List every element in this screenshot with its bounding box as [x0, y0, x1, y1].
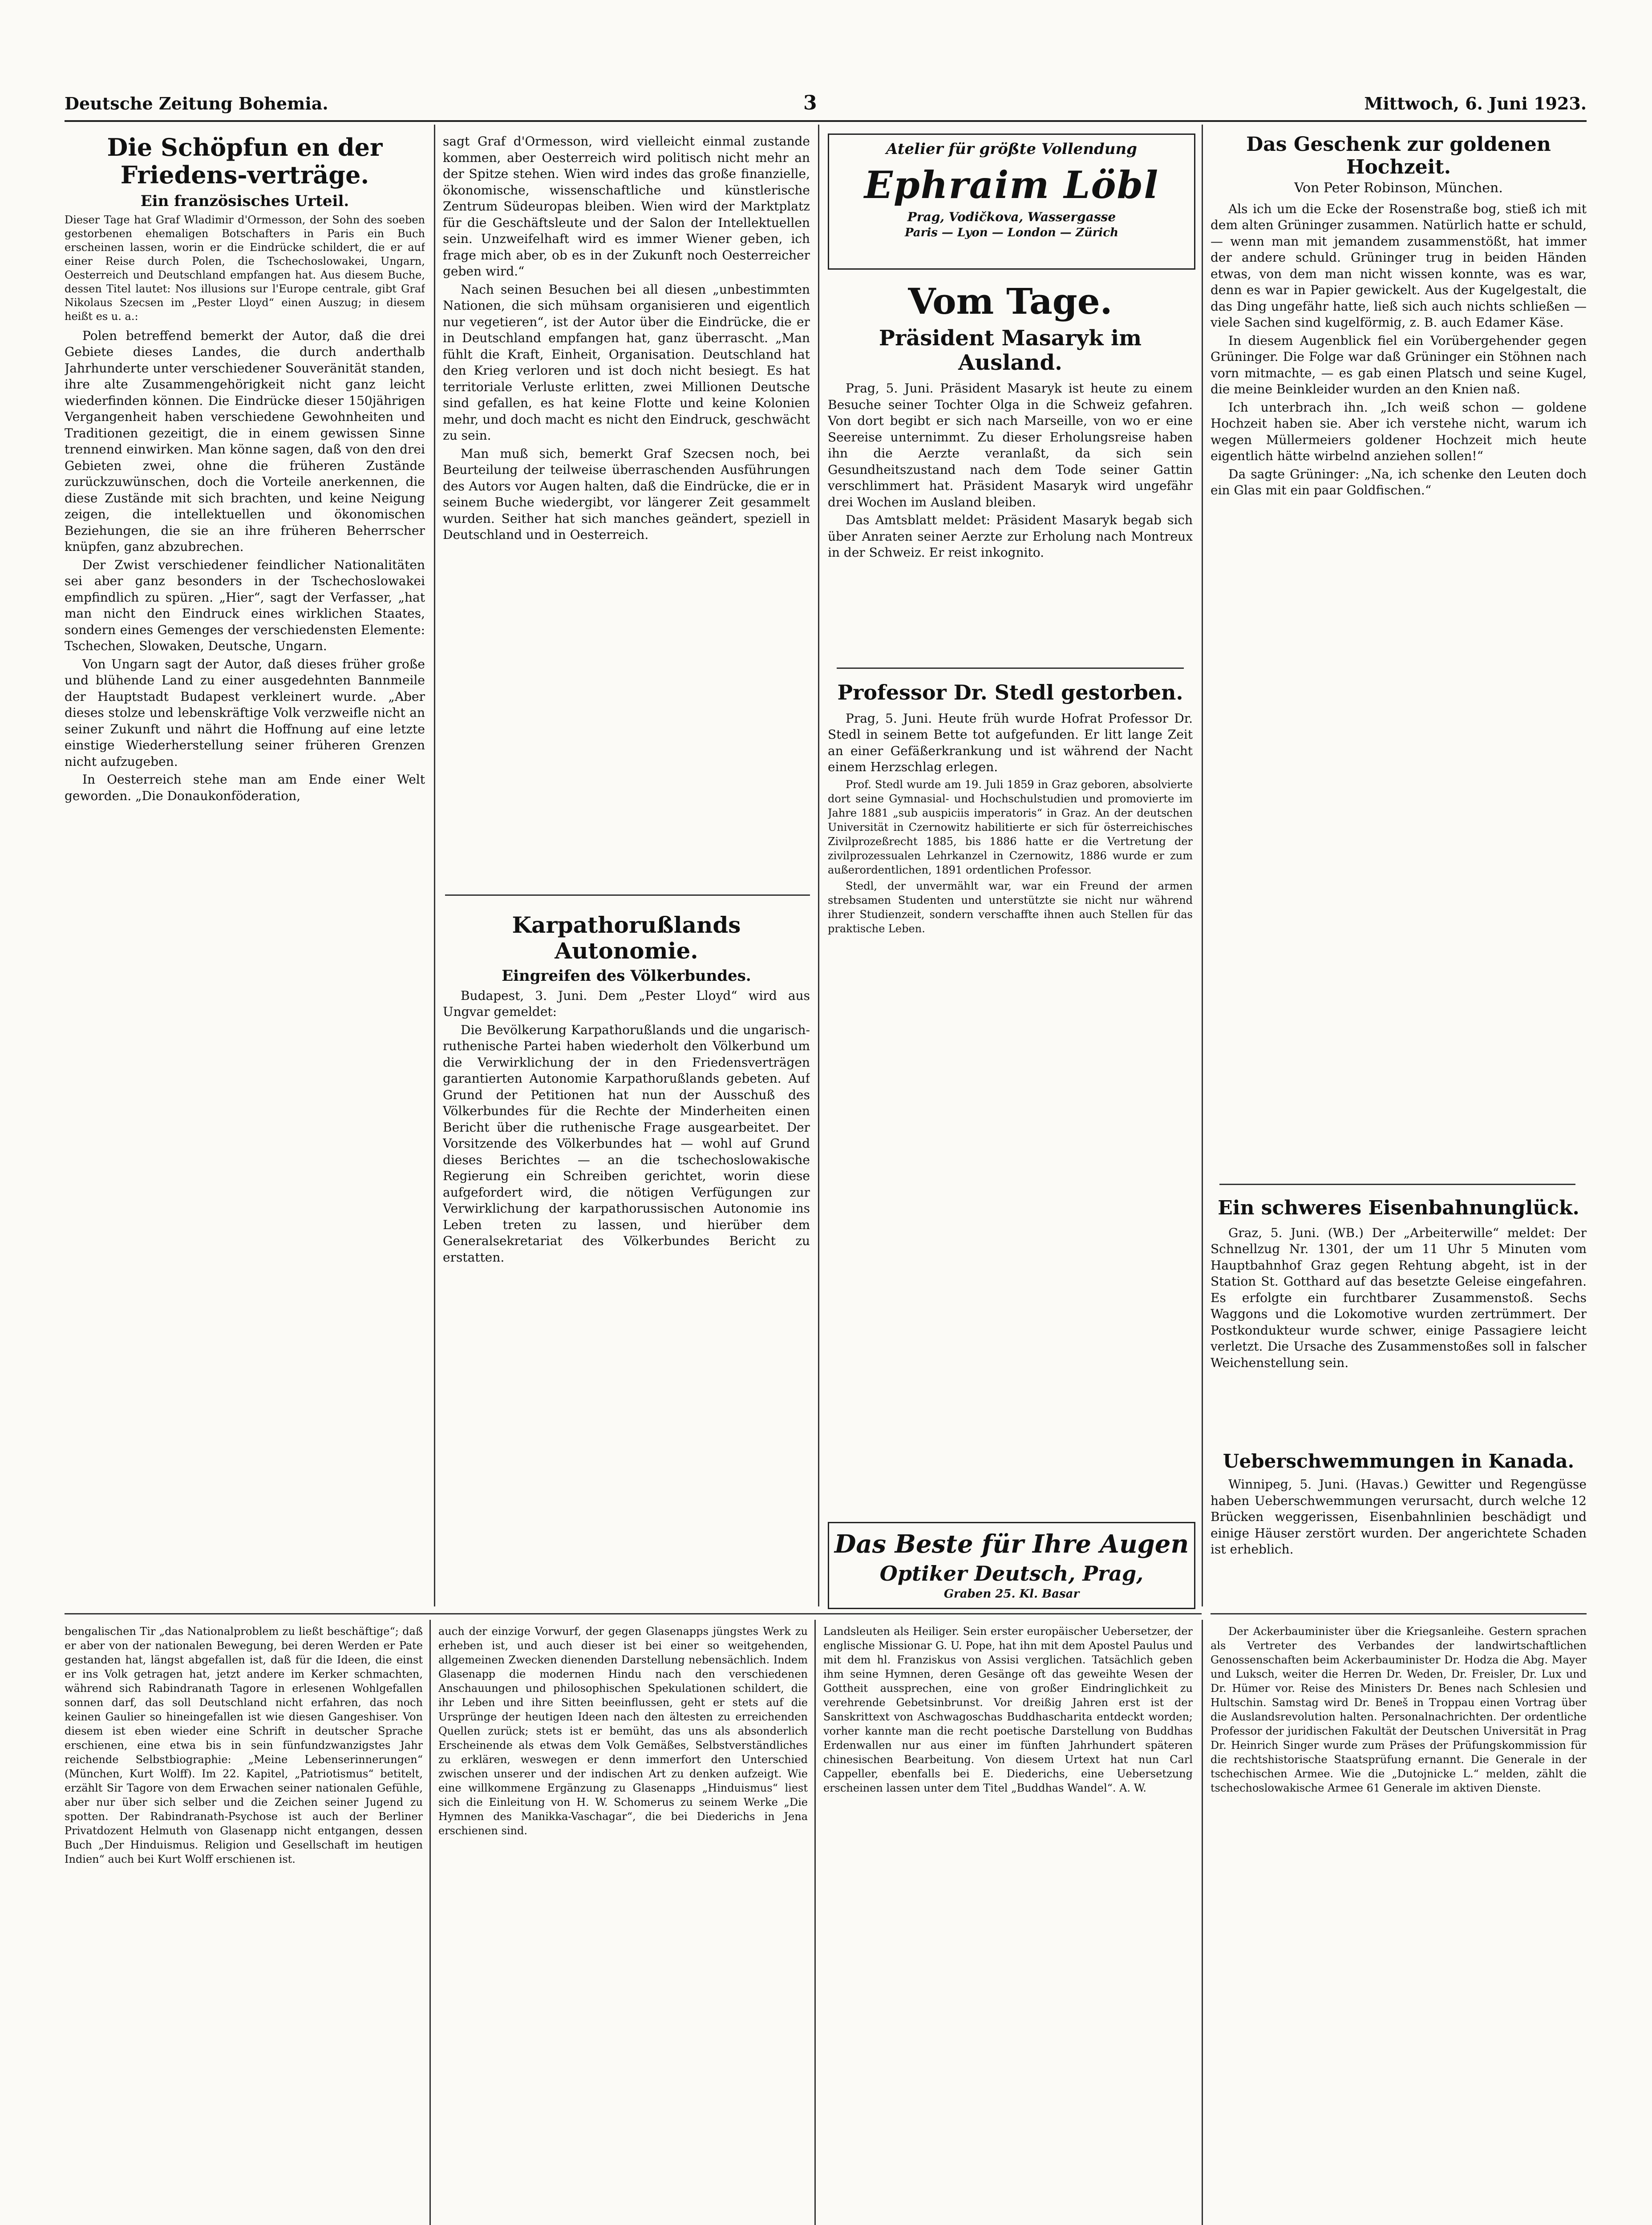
paragraph: Nach seinen Besuchen bei all diesen „unbestimmten Nationen, die sich mühsam organisieren und eigentlich nur vegetieren“, ist der Autor über die Eindrücke, die er in Deutschland empfangen hat, ganz überrascht. „Man fühlt die Kraft, Einheit, Organisation. Deutschland hat den Krieg verloren und ist doch nicht besiegt. Es hat territoriale Verluste erlitten, zwei Millionen Deutsche sind gefallen, es hat keine Flotte und keine Kolonien mehr, und doch macht es nicht den Eindruck, geschwächt zu sein. — [443, 282, 810, 443]
paragraph: Winnipeg, 5. Juni. (Havas.) Gewitter und Regengüsse haben Ueberschwemmungen verursacht, durch welche 12 Brücken weggerissen, Eisenbahnlinien beschädigt und einige Häuser zerstört wurden. Der angerichtete Schaden ist erheblich. — [1211, 1477, 1587, 1557]
article-title: Professor Dr. Stedl gestorben. — [837, 680, 1183, 704]
horizontal-rule — [1219, 1184, 1575, 1185]
paragraph: Von Ungarn sagt der Autor, daß dieses früher große und blühende Land zu einer ausgedehnten Bannmeile der Hauptstadt Budapest verkleinert wurde. „Aber dieses stolze und lebenskräftige Volk verzweifle nicht an seiner Zukunft und nährt die Hoffnung auf eine letzte einstige Wiederherstellung seiner früheren Grenzen nicht aufzugeben. — [65, 656, 425, 769]
paragraph: bengalischen Tir „das Nationalproblem zu ließt beschäftige“; daß er aber von der nationalen Bewegung, bei deren Werden er Pate gestanden hat, längst abgefallen ist, daß für die Ideen, die einst er ins Volk getragen hat, jetzt andere im Kerker schmachten, während sich Rabindranath Tagore in erlesenen Wohlgefallen sonnen darf, das soll Deutschland nicht erfahren, das noch keinen Gaulier so hineingefallen ist wie diesen Gangeshiser. Von diesem ist eben wieder eine Schrift in deutscher Sprache erschienen, eine etwa bis in sein fünfundzwanzigstes Jahr reichende Selbstbiographie: „Meine Lebenserinnerungen“ (München, Kurt Wolff). Im 22. Kapitel, „Patriotismus“ betitelt, erzählt Sir Tagore von dem Erwachen seiner nationalen Gefühle, aber nur über sich selber und die Zeichen seiner Jugend zu spotten. Der Rabindranath-Psychose ist auch der Berliner Privatdozent Helmuth von Glasenapp nicht entgangen, dessen Buch „Der Hinduismus. Religion und Gesellschaft im heutigen Indien“ auch bei Kurt Wolff erschienen ist. — [65, 1625, 423, 1865]
horizontal-rule — [1211, 1613, 1587, 1614]
paragraph: Prag, 5. Juni. Heute früh wurde Hofrat Professor Dr. Stedl in seinem Bette tot aufgefunden. Er litt lange Zeit an einer Gefäßerkrankung und ist während der Nacht einem Herzschlag erlegen. — [828, 711, 1193, 775]
article-eisenbahnunglueck — [1211, 1197, 1587, 1455]
horizontal-rule — [445, 894, 810, 896]
article-karpathorussland — [443, 912, 810, 1606]
paragraph: Prof. Stedl wurde am 19. Juli 1859 in Graz geboren, absolvierte dort seine Gymnasial- und Hochschulstudien und promovierte im Jahre 1881 „sub auspiciis imperatoris“ in Graz. An der deutschen Universität in Czernowitz habilitierte er sich für österreichisches Zivilprozeßrecht 1885, bis 1886 hatte er die Vertretung der zivilprozessualen Lehrkanzel in Czernowitz, 1886 wurde er zum außerordentlichen, 1891 ordentlichen Professor. — [828, 778, 1193, 876]
article-title: Präsident Masaryk im Ausland. — [879, 326, 1142, 376]
paragraph: Stedl, der unvermählt war, war ein Freund der armen strebsamen Studenten und unterstützte sie nicht nur während ihrer Studienzeit, sondern verschaffte ihnen auch Stellen für das praktische Leben. — [828, 879, 1193, 935]
column-rule — [1202, 1620, 1203, 2225]
article-title: Die Schöpfun en der Friedens-verträge. — [107, 134, 383, 190]
paragraph: sagt Graf d'Ormesson, wird vielleicht einmal zustande kommen, aber Oesterreich wird politisch nicht mehr an der Spitze stehen. Wien wird indes das große finanzielle, ökonomische, wissenschaftliche und künstlerische Zentrum Südeuropas bleiben. Wien wird der Marktplatz für die Geschäftsleute und der Salon der Intellektuellen sein. Unzweifelhaft wird es immer Wiener geben, ich frage mich aber, ob es in der Zukunft noch Oesterreicher geben wird.“ — [443, 134, 810, 279]
article-subtitle: Eingreifen des Völkerbundes. — [502, 967, 751, 985]
article-subtitle: Ein französisches Urteil. — [140, 192, 349, 210]
column-rule — [814, 1620, 816, 2225]
ad-optiker-address: Graben 25. Kl. Basar — [943, 1587, 1080, 1601]
advertisement-optiker — [828, 1522, 1195, 1609]
paragraph: Landsleuten als Heiliger. Sein erster europäischer Uebersetzer, der englische Missionar G. U. Pope, hat ihn mit dem Apostel Paulus und mit dem hl. Franziskus von Assisi verglichen. Tatsächlich geben ihm seine Hymnen, deren Gesänge oft das geweihte Wesen der Gottheit aussprechen, eine von großer Eindringlichkeit zu verehrende Gebetsinbrunst. Vor dreißig Jahren erst ist der Sanskrittext von Aschwagoschas Buddhascharita entdeckt worden; vorher kannte man die recht poetische Darstellung von Buddhas Erdenwallen nur aus einer im fünften Jahrhundert späteren chinesischen Bearbeitung. Von diesem Urtext hat nun Carl Cappeller, ebenfalls bei E. Diederichs, eine Uebersetzung erscheinen lassen unter dem Titel „Buddhas Wandel“. A. W. — [823, 1625, 1193, 1794]
paragraph: Ich unterbrach ihn. „Ich weiß schon — goldene Hochzeit haben sie. Aber ich verstehe nicht, warum ich wegen Müllermeiers goldener Hochzeit mich heute eigentlich hätte wirbelnd anziehen sollen!“ — [1211, 400, 1587, 464]
feuilleton-column-1 — [65, 1624, 423, 2225]
news-briefs-column — [1211, 1624, 1587, 2225]
horizontal-rule — [837, 668, 1184, 669]
ad-loebl-tagline: Atelier für größte Vollendung — [886, 140, 1137, 158]
paragraph: Man muß sich, bemerkt Graf Szecsen noch, bei Beurteilung der teilweise überraschenden Ausführungen des Autors vor Augen halten, daß die Eindrücke, die er in seinem Buche wiedergibt, vor längerer Zeit gesammelt wurden. Seither hat sich manches geändert, speziell in Deutschland und in Oesterreich. — [443, 446, 810, 542]
feuilleton-column-3 — [823, 1624, 1193, 2225]
article-intro: Dieser Tage hat Graf Wladimir d'Ormesson, der Sohn des soeben gestorbenen ehemaligen Botschafters in Paris ein Buch erscheinen lassen, worin er die Eindrücke schildert, die er auf einer Reise durch Polen, die Tschechoslowakei, Ungarn, Oesterreich und Deutschland empfangen hat. Aus diesem Buche, dessen Titel lautet: Nos illusions sur l'Europe centrale, gibt Graf Nikolaus Szecsen im „Pester Lloyd“ einen Auszug; in diesem heißt es u. a.: — [65, 213, 425, 323]
article-byline: Von Peter Robinson, München. — [1294, 180, 1503, 196]
column-rule — [429, 1620, 431, 2225]
paragraph: Graz, 5. Juni. (WB.) Der „Arbeiterwille“ meldet: Der Schnellzug Nr. 1301, der um 11 Uhr 5 Minuten vom Hauptbahnhof Graz gegen Rehtung abgeht, ist in der Station St. Gotthard auf das besetzte Geleise eingefahren. Es erfolgte ein furchtbarer Zusammenstoß. Sechs Waggons und die Lokomotive wurden zertrümmert. Der Postkondukteur wurde schwer, einige Passagiere leicht verletzt. Die Ursache des Zusammenstoßes soll in falscher Weichenstellung sein. — [1211, 1225, 1587, 1370]
masthead-paper-name: Deutsche Zeitung Bohemia. — [65, 93, 328, 113]
masthead — [65, 89, 1587, 122]
column-rule — [434, 125, 435, 1606]
paragraph: Die Bevölkerung Karpathorußlands und die ungarisch-ruthenische Partei haben wiederholt den Völkerbund um die Verwirklichung der in den Friedensverträgen garantierten Autonomie Karpathorußlands gebeten. Auf Grund der Petitionen hat nun der Ausschuß des Völkerbundes für die Rechte der Minderheiten einen Bericht über die ruthenische Frage ausgearbeitet. Der Vorsitzende des Völkerbundes hat — wohl auf Grund dieses Berichtes — an die tschechoslowakische Regierung ein Schreiben gerichtet, worin diese aufgefordert wird, die nötigen Verfügungen zur Verwirklichung der karpathorussischen Autonomie ins Leben treten zu lassen, und hierüber dem Generalsekretariat des Völkerbundes Bericht zu erstatten. — [443, 1022, 810, 1265]
paragraph: In Oesterreich stehe man am Ende einer Welt geworden. „Die Donaukonföderation, — [65, 772, 425, 803]
article-title: Ein schweres Eisenbahnunglück. — [1218, 1197, 1579, 1219]
paragraph: Prag, 5. Juni. Präsident Masaryk ist heute zu einem Besuche seiner Tochter Olga in die Schweiz gefahren. Von dort begibt er sich nach Marseille, von wo er eine Seereise unternimmt. Zu dieser Erholungsreise haben ihn die Aerzte veranlaßt, da sich sein Gesundheitszustand nach dem Tode seiner Gattin verschlimmert hat. Präsident Masaryk wird ungefähr drei Wochen im Ausland bleiben. — [828, 381, 1193, 510]
horizontal-rule — [65, 1613, 1202, 1614]
advertisement-loebl — [828, 134, 1195, 270]
paragraph: Der Ackerbauminister über die Kriegsanleihe. Gestern sprachen als Vertreter des Verbandes der landwirtschaftlichen Genossenschaften beim Ackerbauminister Dr. Hodza die Abg. Mayer und Luksch, weiter die Herren Dr. Weden, Dr. Freisler, Dr. Lux und Dr. Hümer vor. Reise des Ministers Dr. Benes nach Schlesien und Hultschin. Samstag wird Dr. Beneš in Troppau einen Vortrag über die Auslandsrevolution halten. Personalnachrichten. Der ordentliche Professor der juridischen Fakultät der Deutschen Universität in Prag Dr. Heinrich Singer wurde zum Präses der Prüfungskommission für die rechtshistorische Staatsprüfung ernannt. Die Generale in der tschechischen Armee. Wie die „Dutojnicke L.“ melden, zählt die tschechoslowakische Armee 61 Generale im aktiven Dienste. — [1211, 1625, 1587, 1794]
paragraph: Polen betreffend bemerkt der Autor, daß die drei Gebiete dieses Landes, die durch anderthalb Jahrhunderte unter verschiedener Souveränität standen, ihre alte Zusammengehörigkeit nicht ganz leicht wiederfinden können. Die Eindrücke dieser 150jährigen Vergangenheit haben verschiedene Gewohnheiten und Traditionen gezeitigt, die in einem gewissen Sinne trennend einwirken. Man könne sagen, daß von den drei Gebieten zwei, ohne die früheren Zustände zurückzuwünschen, doch die Vorteile anerkennen, die diese Zustände mit sich brachten, und keine Neigung zeigen, die intellektuellen und ökonomischen Beziehungen, die sie an ihre früheren Beherrscher knüpfen, ganz abzubrechen. — [65, 328, 425, 554]
ad-optiker-headline: Das Beste für Ihre Augen — [834, 1529, 1189, 1559]
paragraph: Das Amtsblatt meldet: Präsident Masaryk begab sich über Anraten seiner Aerzte zur Erholung nach Montreux in der Schweiz. Er reist inkognito. — [828, 513, 1193, 560]
paragraph: In diesem Augenblick fiel ein Vorübergehender gegen Grüninger. Die Folge war daß Grüninger ein Stöhnen nach vorn mitmachte, — es gab einen Platsch und seine Kugel, die meine Beinkleider wurden an den Knien naß. — [1211, 333, 1587, 397]
column-rule — [1202, 125, 1203, 1606]
masthead-date: Mittwoch, 6. Juni 1923. — [1364, 93, 1587, 113]
paragraph: Da sagte Grüninger: „Na, ich schenke den Leuten doch ein Glas mit ein paar Goldfischen.“ — [1211, 466, 1587, 498]
masthead-page-number: 3 — [803, 92, 817, 114]
ad-loebl-cities: Paris — Lyon — London — Zürich — [904, 226, 1119, 239]
article-title: Karpathorußlands Autonomie. — [512, 912, 741, 964]
article-title: Ueberschwemmungen in Kanada. — [1223, 1451, 1575, 1472]
paragraph: auch der einzige Vorwurf, der gegen Glasenapps jüngstes Werk zu erheben ist, und auch dieser ist bei einer so weitgehenden, allgemeinen Zwecken dienenden Darstellung nebensächlich. Indem Glasenapp die modernen Hindu nach den verschiedenen Anschauungen und philosophischen Spekulationen schildert, die ihr Leben und ihre Sitten beeinflussen, geht er stets auf die Ursprünge der heutigen Ideen nach den ältesten zu erreichenden Quellen zurück; stets ist er bemüht, das uns als absonderlich Erscheinende als etwas dem Volk Gemäßes, Selbstverständliches zu erklären, weswegen er denn immerfort den Unterschied zwischen unserer und der indischen Art zu denken aufzeigt. Wie eine willkommene Ergänzung zu Glasenapps „Hinduismus“ liest sich die Einleitung von H. W. Schomerus zu seinem Werke „Die Hymnen des Manikka-Vaschagar“, die bei Diederichs in Jena erschienen sind. — [438, 1625, 808, 1837]
article-title: Das Geschenk zur goldenen Hochzeit. — [1246, 134, 1551, 178]
paragraph: Der Zwist verschiedener feindlicher Nationalitäten sei aber ganz besonders in der Tschechoslowakei empfindlich zu spüren. „Hier“, sagt der Verfasser, „hat man nicht den Eindruck eines wirklichen Staates, sondern eines Gemenges der verschiedensten Elemente: Tschechen, Slowaken, Deutsche, Ungarn. — [65, 557, 425, 654]
article-kanada — [1211, 1451, 1587, 1606]
ad-loebl-name: Ephraim Löbl — [864, 163, 1159, 207]
ad-loebl-street: Prag, Vodičkova, Wassergasse — [907, 210, 1116, 224]
column-rule — [818, 125, 819, 1606]
ad-optiker-name: Optiker Deutsch, Prag, — [879, 1562, 1144, 1586]
paragraph: Budapest, 3. Juni. Dem „Pester Lloyd“ wird aus Ungvar gemeldet: — [443, 988, 810, 1019]
article-goldene-hochzeit — [1211, 134, 1587, 1170]
article-schoepfungen — [65, 134, 425, 1606]
article-continuation — [443, 134, 810, 890]
article-stedl — [828, 676, 1193, 1513]
section-title: Vom Tage. — [908, 280, 1113, 322]
feuilleton-column-2 — [438, 1624, 808, 2225]
paragraph: Als ich um die Ecke der Rosenstraße bog, stieß ich mit dem alten Grüninger zusammen. Natürlich hatte er schuld, — wenn man mit jemandem zusammenstößt, hat immer der andere schuld. Grüninger trug in beiden Händen etwas, von dem man nicht wissen konnte, was es war, denn es war in Papier gewickelt. Aus der Kugelgestalt, die das Ding ungefähr hatte, ließ sich auch nichts schließen — viele Sachen sind kugelförmig, z. B. auch Edamer Käse. — [1211, 201, 1587, 330]
article-masaryk — [828, 278, 1193, 661]
